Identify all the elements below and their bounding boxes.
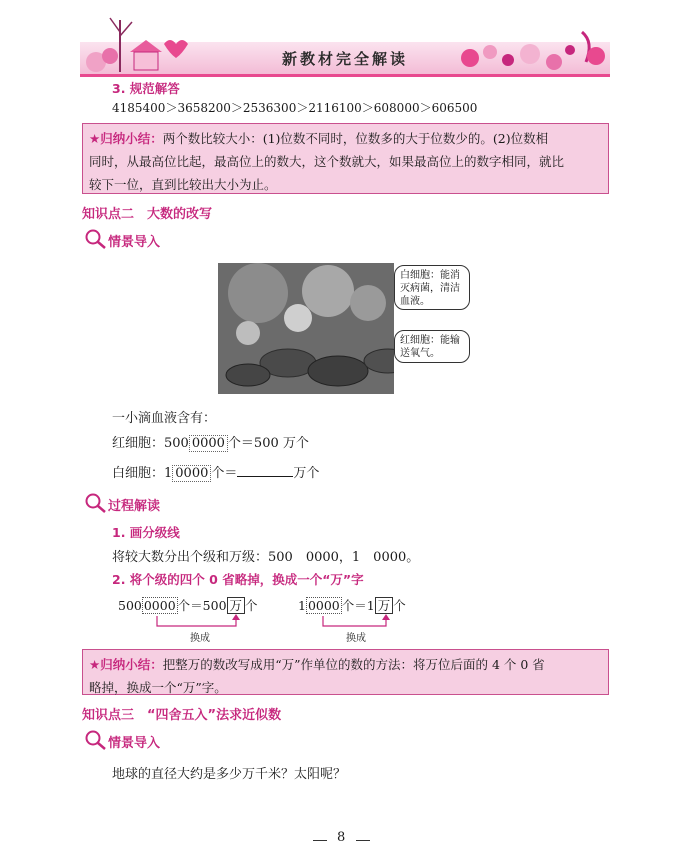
diagram-right-swap-label: 换成 xyxy=(346,633,366,644)
summary1-line-3: 较下一位，直到比较出大小为止。 xyxy=(89,177,277,192)
header-title: 新教材完全解读 xyxy=(281,50,408,68)
summary-box-2 xyxy=(82,649,609,695)
scene-intro-label-1: 情景导入 xyxy=(108,235,161,250)
summary1-label: ★归纳小结： xyxy=(89,131,163,146)
page-header xyxy=(80,12,610,74)
step1-text: 将较大数分出个级和万级：500 0000，1 0000。 xyxy=(112,550,420,565)
red-cell-box: 0000 xyxy=(189,435,228,452)
summary-box-1 xyxy=(82,123,609,194)
blood-intro: 一小滴血液含有： xyxy=(112,411,217,426)
diagram-right-num: 1 xyxy=(298,598,306,613)
red-cell-suffix: 个＝500 万个 xyxy=(227,436,309,451)
section3-answer: 4185400＞3658200＞2536300＞2116100＞608000＞606500 xyxy=(112,101,478,115)
diagram-right-mid: 个＝1 xyxy=(341,598,375,613)
diagram-left-num: 500 xyxy=(118,598,142,613)
diagram-right-box: 0000 xyxy=(307,598,340,613)
white-cell-prefix: 白细胞：1 xyxy=(112,466,173,481)
scene2-question: 地球的直径大约是多少万千米？太阳呢？ xyxy=(112,767,347,782)
knowledge-point-3-heading: 知识点三 “四舍五入”法求近似数 xyxy=(82,708,282,723)
diagram-right-unit: 个 xyxy=(393,598,406,613)
summary2-text-1: 把整万的数改写成用“万”作单位的数的方法：将万位后面的 4 个 0 省 xyxy=(162,657,545,672)
white-cell-count xyxy=(112,462,319,481)
summary2-label: ★归纳小结： xyxy=(89,657,163,672)
step2-heading: 2. 将个级的四个 0 省略掉，换成一个“万”字 xyxy=(112,572,364,587)
magnifier-icon xyxy=(84,492,108,514)
diagram-left-unit: 个 xyxy=(245,598,258,613)
knowledge-point-2-heading: 知识点二 大数的改写 xyxy=(82,207,213,222)
scene-intro-label-2: 情景导入 xyxy=(108,736,161,751)
magnifier-icon xyxy=(84,729,108,751)
red-cell-prefix: 红细胞：500 xyxy=(112,436,189,451)
blood-cells-photo xyxy=(218,263,474,394)
section3-heading: 3. 规范解答 xyxy=(112,81,180,96)
diagram-left-box: 0000 xyxy=(143,598,176,613)
diagram-right-wan: 万 xyxy=(375,597,394,614)
footer-dash-left xyxy=(313,840,327,841)
summary1-line-1 xyxy=(89,127,602,150)
magnifier-icon xyxy=(84,228,108,250)
white-cell-bubble: 白细胞：能消灭病菌，清洁血液。 xyxy=(394,265,470,310)
white-cell-suffix: 万个 xyxy=(293,466,320,481)
footer-dash-right xyxy=(356,840,370,841)
answer-blank xyxy=(237,464,293,477)
diagram-left xyxy=(118,596,258,614)
summary1-line-2: 同时，从最高位比起，最高位上的数大，这个数就大，如果最高位上的数字相同，就比 xyxy=(89,154,565,169)
step1-heading: 1. 画分级线 xyxy=(112,525,180,540)
white-cell-mid: 个＝ xyxy=(211,466,238,481)
diagram-left-wan: 万 xyxy=(227,597,246,614)
white-cell-box: 0000 xyxy=(172,465,211,482)
diagram-right xyxy=(298,596,406,614)
diagram-left-mid: 个＝500 xyxy=(177,598,227,613)
red-cell-bubble: 红细胞：能输送氧气。 xyxy=(394,330,470,363)
summary1-text-1: 两个数比较大小：(1)位数不同时，位数多的大于位数少的。(2)位数相 xyxy=(162,131,549,146)
process-label: 过程解读 xyxy=(108,499,161,514)
summary2-line-2: 略掉，换成一个“万”字。 xyxy=(89,680,227,695)
summary2-line-1 xyxy=(89,653,602,676)
page-number: 8 xyxy=(337,830,346,845)
diagram-left-swap-label: 换成 xyxy=(190,633,210,644)
red-cell-count xyxy=(112,432,309,451)
